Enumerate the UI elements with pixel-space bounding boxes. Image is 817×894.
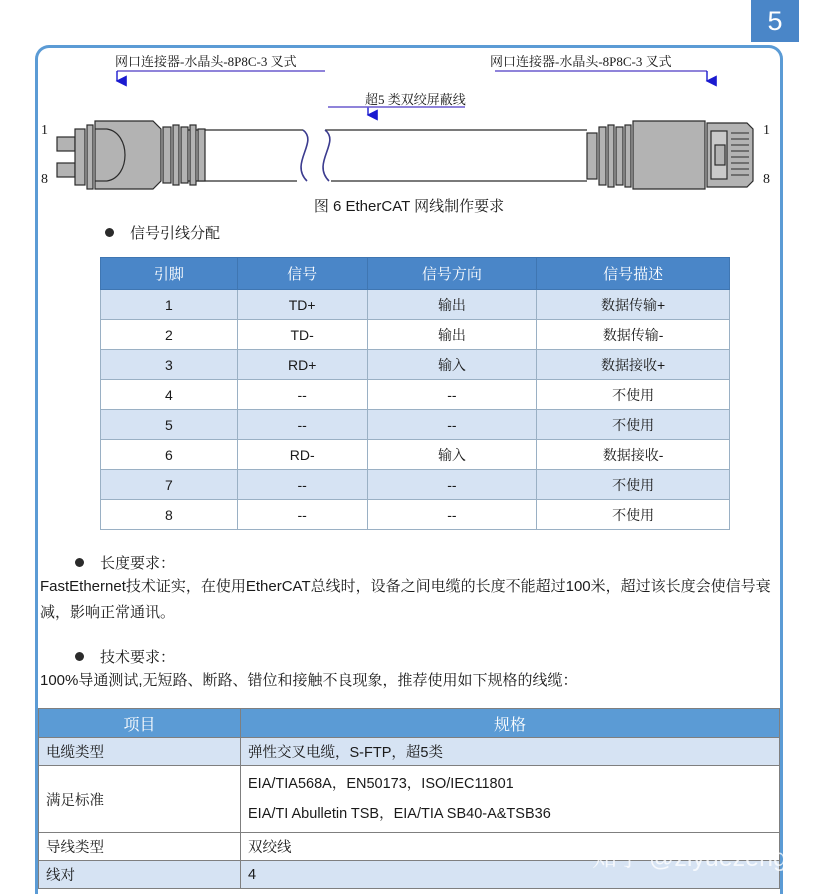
section-heading-signal-assignment (105, 222, 220, 243)
section-heading-label: 信号引线分配 (130, 225, 221, 242)
length-requirement-text: FastEthernet技术证实，在使用EtherCAT总线时，设备之间电缆的长度不能超过100米，超过该长度会使信号衰减，影响正常通讯。 (40, 578, 771, 621)
section-heading-label: 长度要求： (100, 555, 176, 572)
table-row (39, 861, 780, 889)
cell-description: 数据传输- (537, 320, 730, 350)
spec-standard-line-2: EIA/TI Abulletin TSB，EIA/TIA SB40-A&TSB36 (248, 806, 551, 822)
cell-item: 满足标准 (39, 766, 241, 833)
cell-description: 不使用 (537, 500, 730, 530)
table-row (39, 738, 780, 766)
cell-signal: -- (237, 470, 367, 500)
technical-requirement-text: 100%导通测试,无短路、断路、错位和接触不良现象，推荐使用如下规格的线缆： (40, 672, 578, 689)
table-row (39, 833, 780, 861)
cell-item: 导线类型 (39, 833, 241, 861)
bullet-dot-icon (105, 228, 114, 237)
cell-pin: 8 (101, 500, 238, 530)
column-header-pin: 引脚 (101, 258, 238, 290)
cell-signal: TD+ (237, 290, 367, 320)
section-heading-technical-requirement (75, 646, 175, 667)
cell-signal: -- (237, 500, 367, 530)
table-row (101, 440, 730, 470)
cell-description: 数据传输+ (537, 290, 730, 320)
cell-description: 数据接收+ (537, 350, 730, 380)
cell-direction: 输入 (367, 440, 537, 470)
cell-item: 线对 (39, 861, 241, 889)
cell-signal: -- (237, 410, 367, 440)
table-header-row (101, 258, 730, 290)
figure-caption: 图 6 EtherCAT 网线制作要求 (313, 198, 505, 215)
cell-signal: TD- (237, 320, 367, 350)
cell-pin: 1 (101, 290, 238, 320)
cell-direction: -- (367, 410, 537, 440)
table-row (101, 470, 730, 500)
pin-label-right-bottom: 8 (763, 172, 770, 187)
cell-description: 不使用 (537, 410, 730, 440)
table-row (101, 320, 730, 350)
cell-spec: 双绞线 (241, 833, 780, 861)
cell-item: 电缆类型 (39, 738, 241, 766)
spec-standard-line-1: EIA/TIA568A，EN50173，ISO/IEC11801 (248, 776, 514, 792)
table-row (101, 410, 730, 440)
cell-signal: -- (237, 380, 367, 410)
cell-direction: 输出 (367, 290, 537, 320)
bullet-dot-icon (75, 558, 84, 567)
column-header-spec: 规格 (241, 709, 780, 738)
table-row (101, 290, 730, 320)
pin-label-left-bottom: 8 (41, 172, 48, 187)
watermark: 知乎 @ziyuezeng (592, 844, 787, 872)
cell-spec: 弹性交叉电缆，S-FTP，超5类 (241, 738, 780, 766)
pin-label-left-top: 1 (41, 123, 48, 138)
cell-direction: 输入 (367, 350, 537, 380)
cell-direction: -- (367, 380, 537, 410)
table-row (101, 380, 730, 410)
cell-pin: 3 (101, 350, 238, 380)
table-row (101, 350, 730, 380)
table-row (101, 500, 730, 530)
bullet-dot-icon (75, 652, 84, 661)
cell-description: 不使用 (537, 380, 730, 410)
cell-description: 不使用 (537, 470, 730, 500)
cell-pin: 5 (101, 410, 238, 440)
cell-direction: -- (367, 470, 537, 500)
cable-diagram-graphic (35, 45, 783, 195)
column-header-description: 信号描述 (537, 258, 730, 290)
cell-signal: RD- (237, 440, 367, 470)
section-heading-label: 技术要求： (100, 649, 176, 666)
cell-description: 数据接收- (537, 440, 730, 470)
cell-pin: 7 (101, 470, 238, 500)
signal-assignment-table (100, 257, 730, 530)
column-header-signal: 信号 (237, 258, 367, 290)
page-number-badge: 5 (751, 0, 799, 42)
cell-pin: 4 (101, 380, 238, 410)
cell-pin: 2 (101, 320, 238, 350)
cell-spec (241, 766, 780, 833)
cell-signal: RD+ (237, 350, 367, 380)
table-row (39, 766, 780, 833)
column-header-item: 项目 (39, 709, 241, 738)
section-heading-length-requirement (75, 552, 175, 573)
figure-label-right-connector: 网口连接器-水晶头-8P8C-3 叉式 (490, 54, 672, 69)
ethercat-cable-figure (35, 45, 783, 220)
pin-label-right-top: 1 (763, 123, 770, 138)
figure-label-left-connector: 网口连接器-水晶头-8P8C-3 叉式 (115, 54, 297, 69)
cable-specification-table (38, 708, 780, 889)
column-header-direction: 信号方向 (367, 258, 537, 290)
cell-spec: 4 (241, 861, 780, 889)
cell-direction: -- (367, 500, 537, 530)
cell-direction: 输出 (367, 320, 537, 350)
figure-label-cable-type: 超5 类双绞屏蔽线 (365, 92, 466, 107)
table-header-row (39, 709, 780, 738)
cell-pin: 6 (101, 440, 238, 470)
